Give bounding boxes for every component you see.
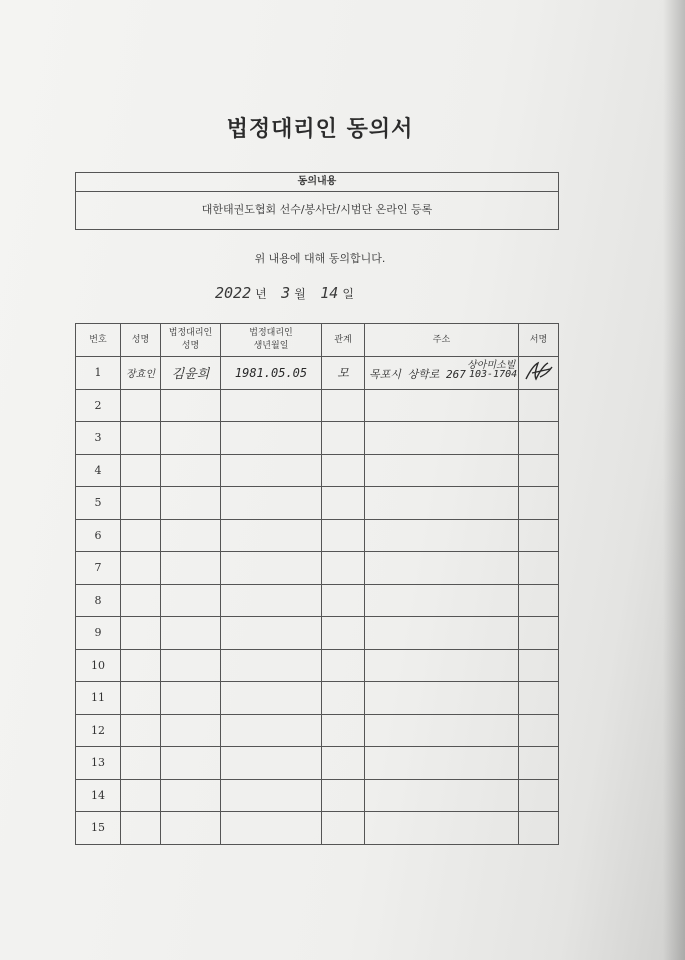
table-row	[76, 617, 559, 650]
header-guardian-birth	[221, 324, 322, 357]
empty-cell	[221, 779, 322, 812]
empty-cell	[121, 779, 161, 812]
empty-cell	[221, 649, 322, 682]
table-header-row	[76, 324, 559, 357]
empty-cell	[121, 552, 161, 585]
date-month: 3	[281, 284, 291, 302]
header-guardian-name	[161, 324, 221, 357]
empty-cell	[322, 389, 365, 422]
table-row	[76, 779, 559, 812]
empty-cell	[161, 747, 221, 780]
empty-cell	[322, 552, 365, 585]
header-no: 번호	[76, 324, 121, 357]
empty-cell	[161, 649, 221, 682]
row-number: 15	[76, 812, 121, 845]
table-row	[76, 389, 559, 422]
empty-cell	[322, 487, 365, 520]
empty-cell	[322, 584, 365, 617]
signature-mark-icon	[522, 357, 556, 385]
empty-cell	[365, 519, 519, 552]
empty-cell	[322, 682, 365, 715]
address-main: 목포시 상학로 267	[369, 368, 466, 382]
row-number: 9	[76, 617, 121, 650]
empty-cell	[322, 519, 365, 552]
empty-cell	[519, 812, 559, 845]
empty-cell	[519, 779, 559, 812]
row-number: 11	[76, 682, 121, 715]
date-month-label: 월	[294, 287, 306, 301]
empty-cell	[322, 649, 365, 682]
header-signature: 서명	[519, 324, 559, 357]
guardian-table	[75, 323, 559, 845]
empty-cell	[161, 584, 221, 617]
empty-cell	[365, 584, 519, 617]
row-number: 1	[76, 357, 121, 390]
row-number: 5	[76, 487, 121, 520]
empty-cell	[519, 487, 559, 520]
empty-cell	[322, 454, 365, 487]
empty-cell	[322, 714, 365, 747]
empty-cell	[121, 617, 161, 650]
consent-box-content: 대한태권도협회 선수/봉사단/시범단 온라인 등록	[201, 203, 433, 216]
empty-cell	[161, 617, 221, 650]
empty-cell	[365, 812, 519, 845]
table-row	[76, 649, 559, 682]
empty-cell	[221, 617, 322, 650]
table-row	[76, 714, 559, 747]
table-row	[76, 422, 559, 455]
empty-cell	[161, 812, 221, 845]
cell-guardian-name: 김윤희	[161, 357, 221, 390]
paper-edge-shadow	[663, 0, 685, 960]
row-number: 7	[76, 552, 121, 585]
empty-cell	[221, 812, 322, 845]
address-unit: 103-1704	[469, 369, 518, 381]
table-row	[76, 519, 559, 552]
table-row	[76, 682, 559, 715]
cell-signature	[519, 357, 559, 390]
empty-cell	[121, 812, 161, 845]
empty-cell	[322, 779, 365, 812]
empty-cell	[519, 714, 559, 747]
date-line	[215, 284, 364, 302]
date-year-label: 년	[255, 287, 267, 301]
empty-cell	[221, 519, 322, 552]
empty-cell	[322, 422, 365, 455]
empty-cell	[519, 747, 559, 780]
table-row	[76, 454, 559, 487]
header-guardian-birth-line1: 법정대리인	[249, 328, 293, 338]
row-number: 14	[76, 779, 121, 812]
empty-cell	[161, 487, 221, 520]
table-row	[76, 747, 559, 780]
empty-cell	[519, 422, 559, 455]
empty-cell	[161, 714, 221, 747]
cell-name: 장효인	[121, 357, 161, 390]
empty-cell	[161, 389, 221, 422]
empty-cell	[365, 779, 519, 812]
empty-cell	[365, 747, 519, 780]
cell-guardian-birth: 1981.05.05	[221, 357, 322, 390]
empty-cell	[519, 649, 559, 682]
empty-cell	[221, 422, 322, 455]
table-row	[76, 812, 559, 845]
document-title: 법정대리인 동의서	[226, 117, 414, 142]
row-number: 6	[76, 519, 121, 552]
empty-cell	[519, 584, 559, 617]
empty-cell	[322, 747, 365, 780]
empty-cell	[365, 487, 519, 520]
empty-cell	[519, 519, 559, 552]
empty-cell	[221, 454, 322, 487]
empty-cell	[519, 617, 559, 650]
empty-cell	[365, 714, 519, 747]
empty-cell	[121, 422, 161, 455]
row-number: 10	[76, 649, 121, 682]
empty-cell	[161, 779, 221, 812]
empty-cell	[121, 519, 161, 552]
header-guardian-birth-line2: 생년월일	[253, 341, 289, 351]
empty-cell	[161, 422, 221, 455]
empty-cell	[121, 714, 161, 747]
empty-cell	[519, 682, 559, 715]
row-number: 12	[76, 714, 121, 747]
header-name: 성명	[121, 324, 161, 357]
empty-cell	[365, 422, 519, 455]
empty-cell	[365, 454, 519, 487]
cell-address	[365, 357, 519, 390]
empty-cell	[221, 584, 322, 617]
empty-cell	[161, 682, 221, 715]
empty-cell	[121, 649, 161, 682]
row-number: 3	[76, 422, 121, 455]
empty-cell	[221, 389, 322, 422]
header-relation: 관계	[322, 324, 365, 357]
empty-cell	[221, 747, 322, 780]
empty-cell	[519, 552, 559, 585]
cell-relation: 모	[322, 357, 365, 390]
empty-cell	[365, 617, 519, 650]
row-number: 2	[76, 389, 121, 422]
consent-box	[75, 172, 559, 230]
empty-cell	[365, 682, 519, 715]
empty-cell	[121, 682, 161, 715]
row-number: 13	[76, 747, 121, 780]
empty-cell	[322, 617, 365, 650]
date-year: 2022	[215, 284, 252, 302]
agreement-text: 위 내용에 대해 동의합니다.	[254, 252, 386, 265]
table-row	[76, 552, 559, 585]
table-row	[76, 487, 559, 520]
empty-cell	[161, 552, 221, 585]
empty-cell	[221, 682, 322, 715]
empty-cell	[121, 747, 161, 780]
empty-cell	[121, 454, 161, 487]
empty-cell	[519, 389, 559, 422]
empty-cell	[365, 649, 519, 682]
empty-cell	[121, 389, 161, 422]
empty-cell	[221, 714, 322, 747]
header-address: 주소	[365, 324, 519, 357]
table-row	[76, 584, 559, 617]
address-building: 상아미소빌	[467, 360, 516, 372]
row-number: 4	[76, 454, 121, 487]
empty-cell	[322, 812, 365, 845]
empty-cell	[221, 487, 322, 520]
date-day: 14	[320, 284, 339, 302]
header-guardian-name-line2: 성명	[181, 341, 200, 351]
table-row	[76, 357, 559, 390]
empty-cell	[365, 552, 519, 585]
empty-cell	[161, 454, 221, 487]
header-guardian-name-line1: 법정대리인	[168, 328, 213, 338]
empty-cell	[121, 584, 161, 617]
empty-cell	[121, 487, 161, 520]
empty-cell	[161, 519, 221, 552]
date-day-label: 일	[342, 287, 354, 301]
row-number: 8	[76, 584, 121, 617]
empty-cell	[365, 389, 519, 422]
consent-box-header: 동의내용	[76, 173, 558, 192]
empty-cell	[519, 454, 559, 487]
empty-cell	[221, 552, 322, 585]
